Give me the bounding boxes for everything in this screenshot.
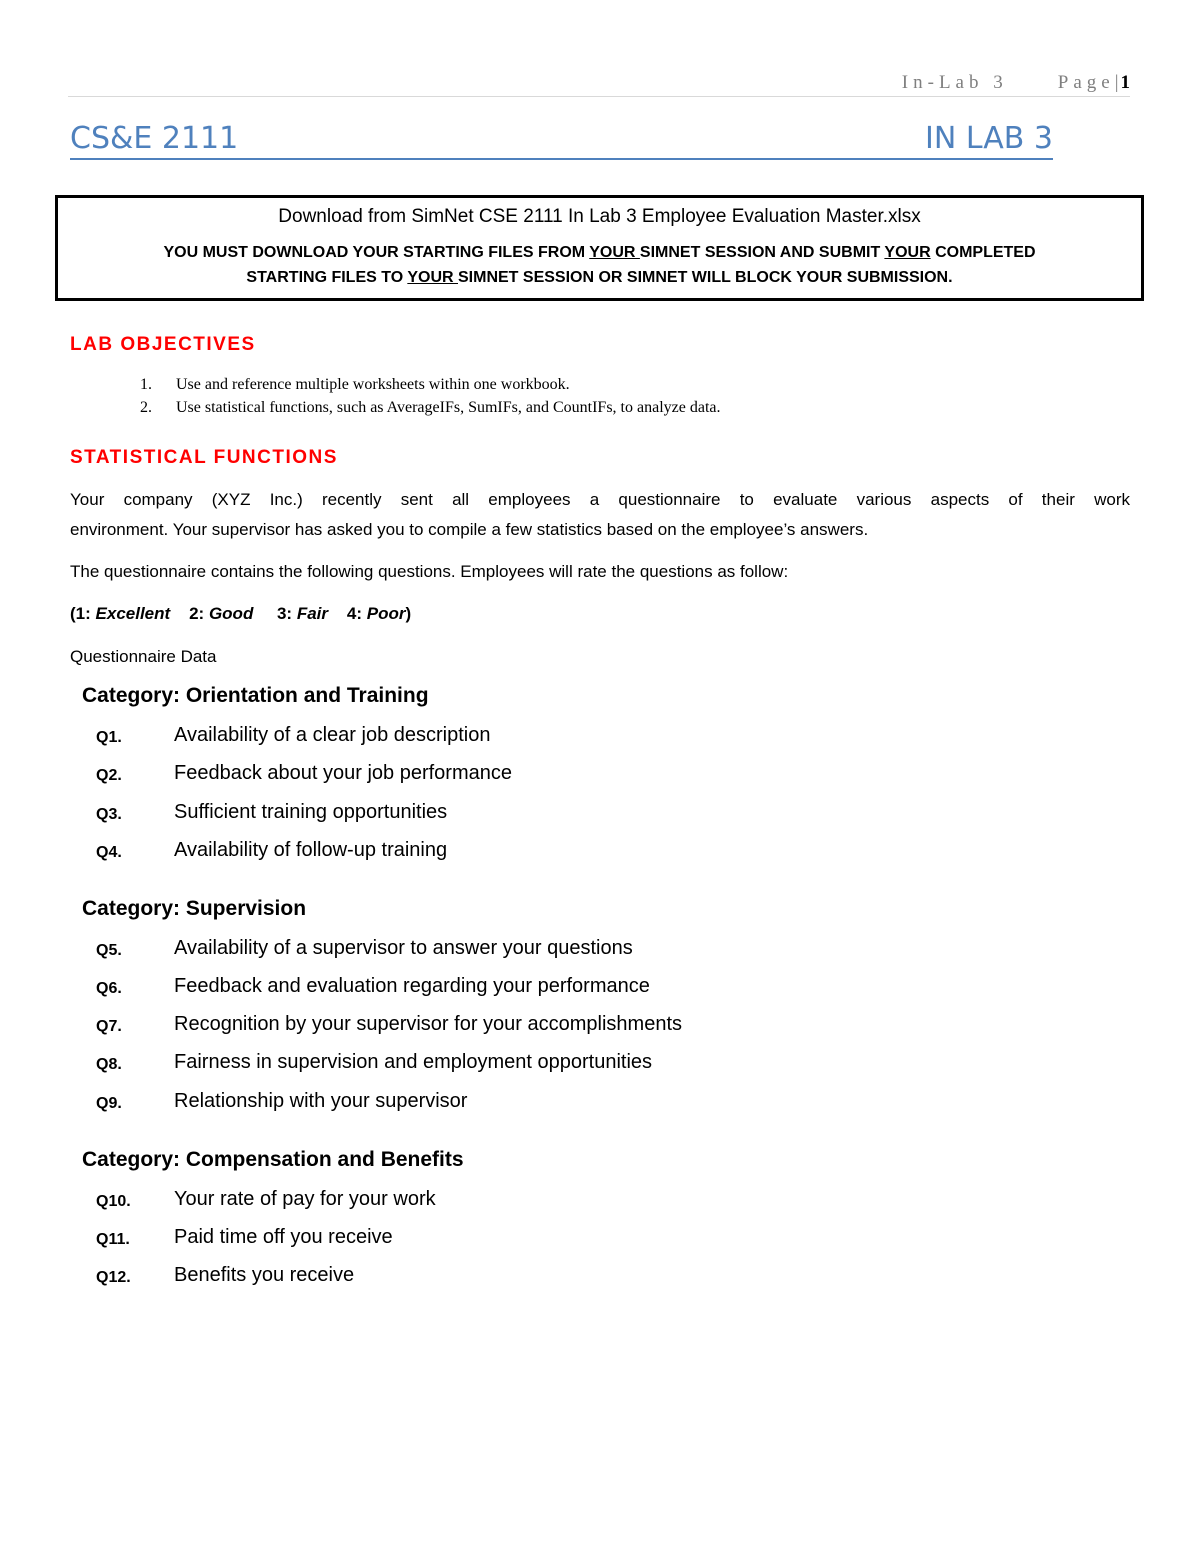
question-row xyxy=(0,724,900,754)
download-notice-box xyxy=(55,195,1144,301)
question-text: Recognition by your supervisor for your accomplishments xyxy=(174,1013,682,1035)
warning-text: SIMNET SESSION AND SUBMIT xyxy=(639,244,885,261)
rating-number: 3: xyxy=(276,604,293,623)
question-text: Benefits you receive xyxy=(174,1264,355,1286)
question-text: Availability of a supervisor to answer your questions xyxy=(174,937,633,959)
header-lab-label: In-Lab 3 xyxy=(901,72,1008,93)
question-id: Q11. xyxy=(96,1231,130,1248)
warning-your: YOUR xyxy=(407,269,458,286)
question-row xyxy=(0,1188,900,1218)
list-item xyxy=(140,373,721,396)
question-id: Q5. xyxy=(96,942,122,959)
question-id: Q2. xyxy=(96,767,122,784)
question-text: Your rate of pay for your work xyxy=(174,1188,436,1210)
lab-objectives-heading: LAB OBJECTIVES xyxy=(70,334,256,355)
intro-paragraph-line2: environment. Your supervisor has asked you to compile a few statistics based on the employee’s answers. xyxy=(70,520,869,539)
list-item xyxy=(140,396,721,419)
category-title: Category: Supervision xyxy=(82,897,307,920)
rating-paren: ( xyxy=(70,604,76,623)
question-text: Feedback and evaluation regarding your performance xyxy=(174,975,650,997)
question-row xyxy=(0,1264,900,1294)
rating-number: 4: xyxy=(346,604,363,623)
question-id: Q6. xyxy=(96,980,122,997)
question-id: Q9. xyxy=(96,1095,122,1112)
question-id: Q7. xyxy=(96,1018,122,1035)
warning-text: YOU MUST DOWNLOAD YOUR STARTING FILES FROM xyxy=(163,244,590,261)
rating-intro: The questionnaire contains the following questions. Employees will rate the questions as follow: xyxy=(70,562,789,581)
question-id: Q8. xyxy=(96,1056,122,1073)
warning-your: YOUR xyxy=(589,244,640,261)
rating-scale xyxy=(70,599,1130,629)
course-title: CS&E 2111 xyxy=(70,121,239,156)
rating-label: Fair xyxy=(296,604,329,623)
item-text: Use and reference multiple worksheets within one workbook. xyxy=(176,376,570,393)
item-text: Use statistical functions, such as AverageIFs, SumIFs, and CountIFs, to analyze data. xyxy=(176,399,721,416)
question-text: Sufficient training opportunities xyxy=(174,801,448,823)
question-row xyxy=(0,1051,900,1081)
header-page-label: Page xyxy=(1057,72,1115,93)
question-text: Paid time off you receive xyxy=(174,1226,393,1248)
lab-title: IN LAB 3 xyxy=(925,121,1053,156)
warning-your: YOUR xyxy=(884,244,931,261)
question-id: Q1. xyxy=(96,729,122,746)
question-row xyxy=(0,1090,900,1120)
title-row xyxy=(70,118,1053,160)
question-id: Q12. xyxy=(96,1269,131,1286)
header-text: In-Lab 3 Page| 1 xyxy=(901,72,1130,93)
warning-text: SIMNET SESSION OR SIMNET WILL BLOCK YOUR SUBMISSION. xyxy=(458,269,953,286)
rating-number: 1: xyxy=(75,604,91,623)
rating-paren: ) xyxy=(405,604,412,623)
question-row xyxy=(0,937,900,967)
question-id: Q10. xyxy=(96,1193,131,1210)
question-row xyxy=(0,839,900,869)
rating-label: Excellent xyxy=(95,604,171,623)
category-title: Category: Compensation and Benefits xyxy=(82,1148,464,1171)
question-id: Q4. xyxy=(96,844,122,861)
page-header xyxy=(68,72,1130,97)
intro-paragraph-line1: Your company (XYZ Inc.) recently sent all employees a questionnaire to evaluate various aspects of their work xyxy=(70,490,1130,509)
download-warning xyxy=(58,240,1141,290)
rating-label: Good xyxy=(208,604,254,623)
question-row xyxy=(0,975,900,1005)
statistical-functions-heading: STATISTICAL FUNCTIONS xyxy=(70,447,338,468)
rating-number: 2: xyxy=(189,604,205,623)
item-number: 2. xyxy=(140,399,152,416)
question-text: Fairness in supervision and employment opportunities xyxy=(174,1051,653,1073)
question-row xyxy=(0,762,900,792)
rating-label: Poor xyxy=(366,604,406,623)
question-id: Q3. xyxy=(96,806,122,823)
objectives-list xyxy=(140,373,721,419)
question-text: Relationship with your supervisor xyxy=(174,1090,468,1112)
question-row xyxy=(0,1013,900,1043)
download-instruction: Download from SimNet CSE 2111 In Lab 3 Employee Evaluation Master.xlsx xyxy=(278,206,921,227)
question-text: Availability of follow-up training xyxy=(174,839,448,861)
question-row xyxy=(0,801,900,831)
questionnaire-data-label: Questionnaire Data xyxy=(70,647,217,666)
question-text: Availability of a clear job description xyxy=(174,724,491,746)
category-title: Category: Orientation and Training xyxy=(82,684,429,707)
header-page-number: 1 xyxy=(1120,72,1130,93)
warning-text: STARTING FILES TO xyxy=(246,269,408,286)
question-text: Feedback about your job performance xyxy=(174,762,512,784)
question-row xyxy=(0,1226,900,1256)
item-number: 1. xyxy=(140,376,152,393)
warning-text: COMPLETED xyxy=(930,244,1036,261)
